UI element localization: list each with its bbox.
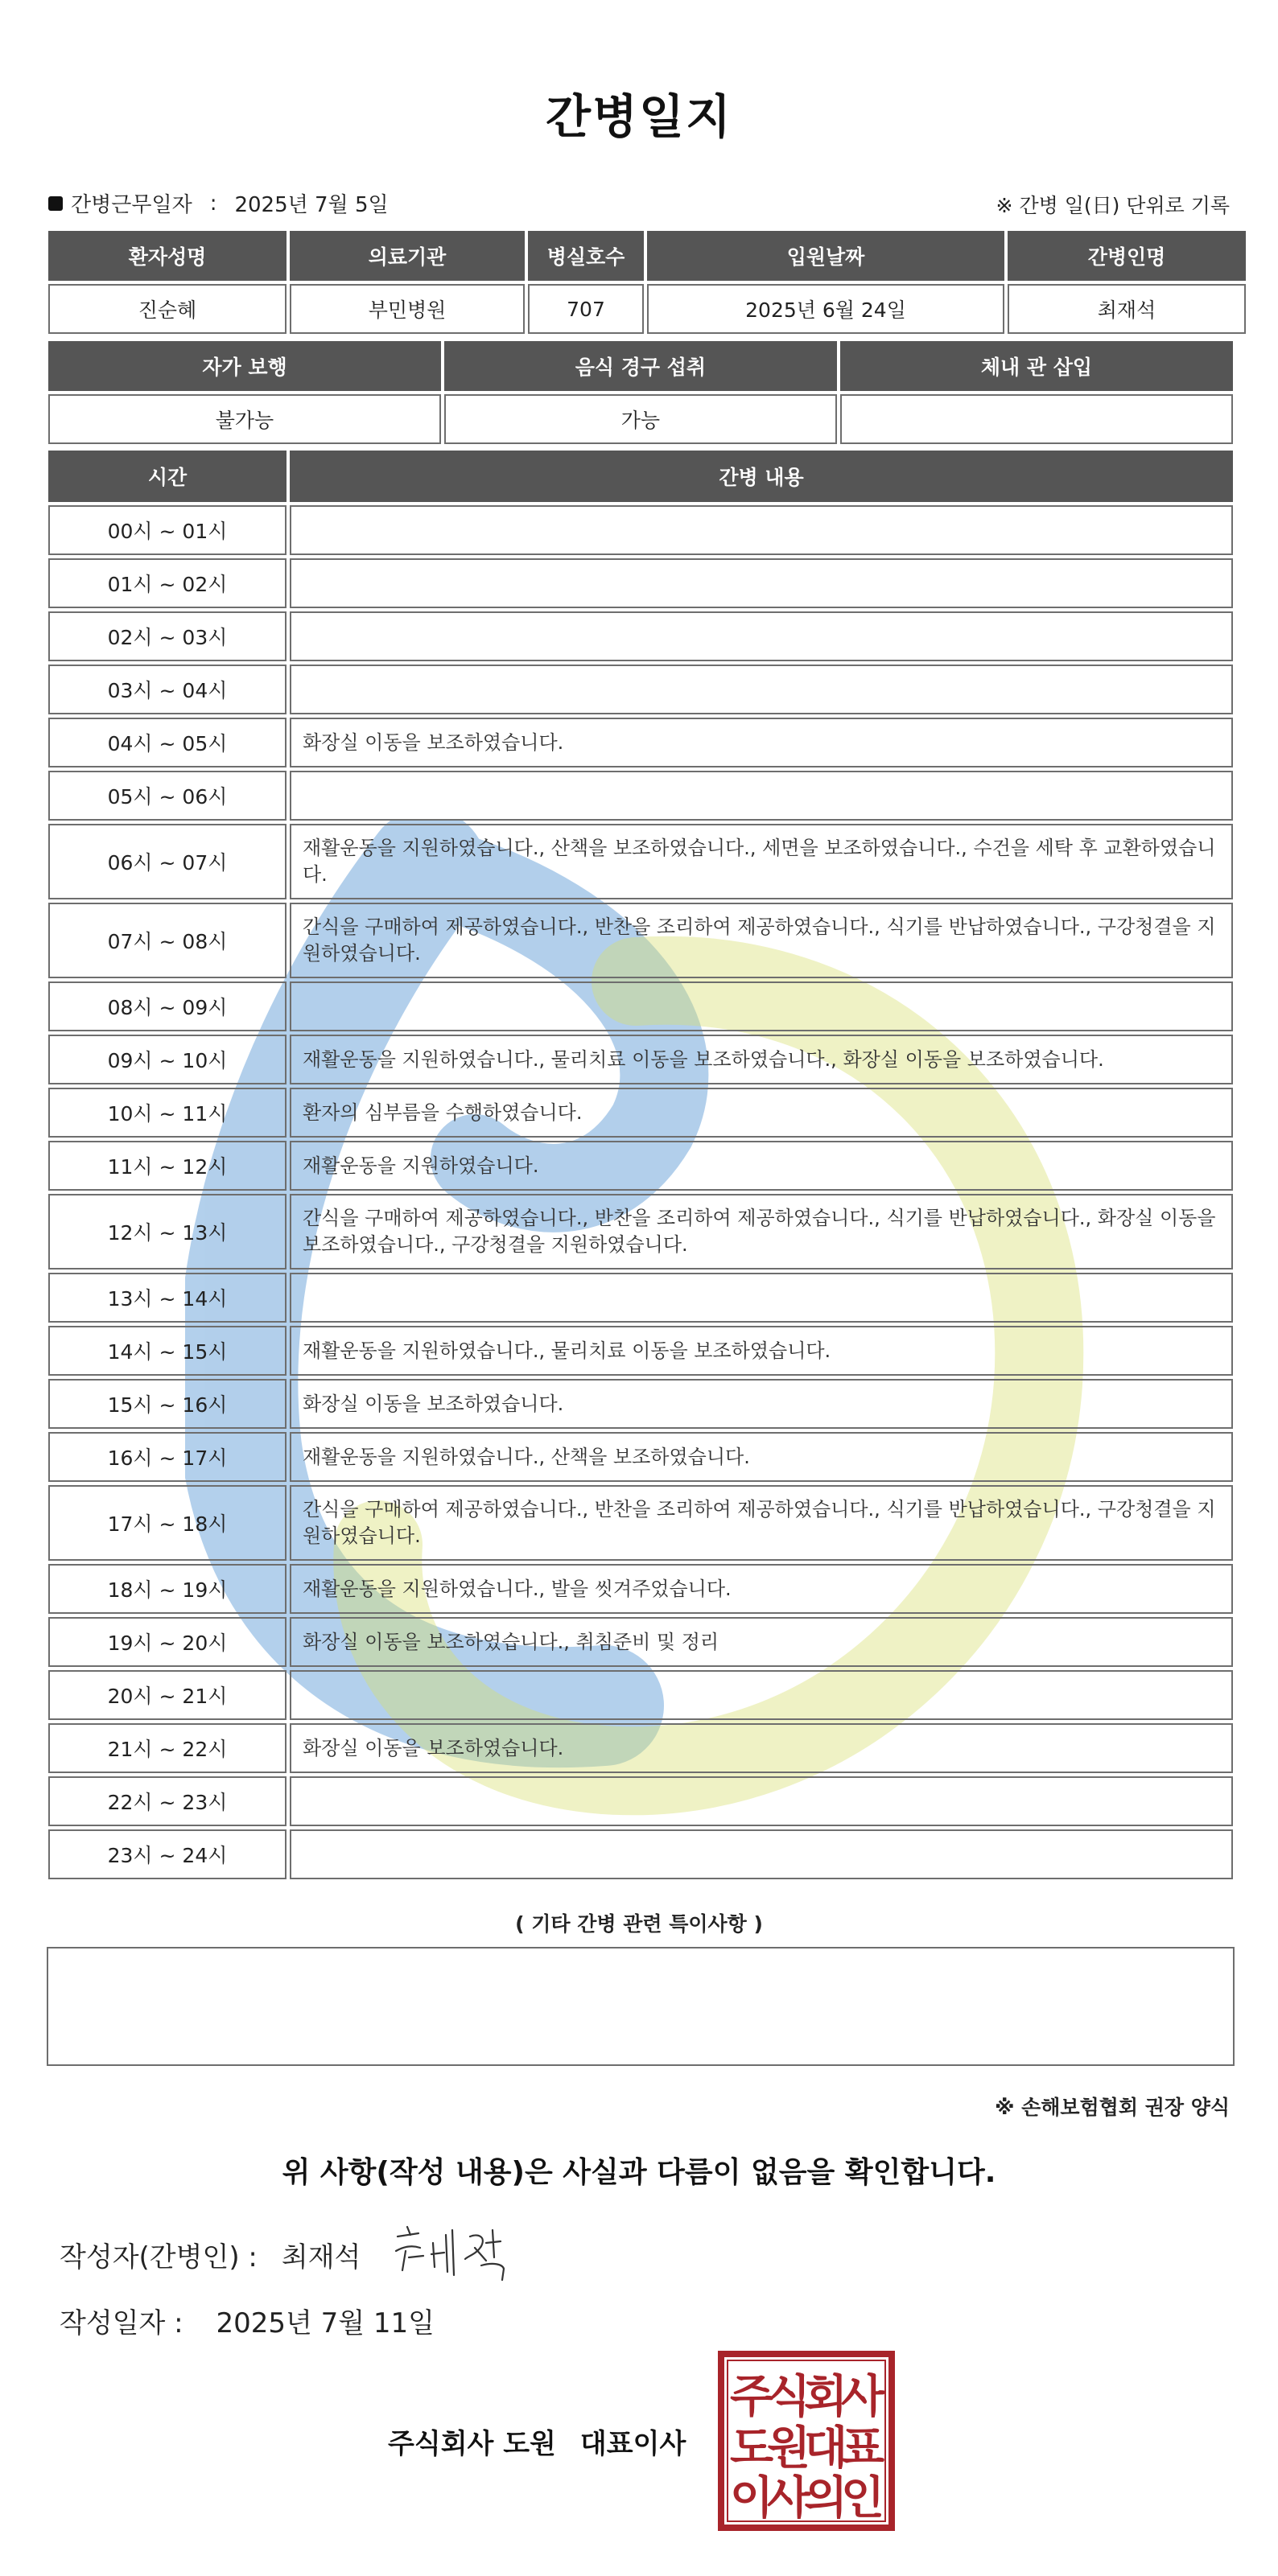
written-date-label: 작성일자 : [60,2307,183,2339]
care-log-row [48,1670,1233,1720]
svg-text:회: 회 [803,2371,848,2423]
header-patient-name: 환자성명 [48,231,287,281]
care-log-row [48,1326,1233,1376]
patient-info-value-row [48,284,1246,334]
value-hospital: 부민병원 [290,284,525,334]
record-unit-note: ※ 간병 일(日) 단위로 기록 [996,194,1230,217]
recommended-form-note: ※ 손해보험협회 권장 양식 [995,2096,1230,2119]
value-tube-insertion [840,394,1233,444]
log-time-cell: 00시 ~ 01시 [48,505,287,555]
header-room-number: 병실호수 [528,231,644,281]
written-date-line [60,2301,435,2340]
value-admission-date: 2025년 6월 24일 [647,284,1004,334]
care-log-row [48,981,1233,1031]
svg-text:원: 원 [766,2422,811,2475]
company-title: 대표이사 [579,2428,686,2460]
log-content-cell [290,558,1233,608]
log-content-cell: 환자의 심부름을 수행하였습니다. [290,1088,1233,1138]
log-content-cell: 재활운동을 지원하였습니다., 물리치료 이동을 보조하였습니다., 화장실 이동을 보조하였습니다. [290,1035,1233,1084]
notes-title: ( 기타 간병 관련 특이사항 ) [515,1912,763,1936]
log-content-cell [290,1776,1233,1826]
log-time-cell: 23시 ~ 24시 [48,1829,287,1879]
svg-text:의: 의 [803,2472,848,2525]
care-log-row [48,1829,1233,1879]
log-content-cell [290,981,1233,1031]
log-time-cell: 17시 ~ 18시 [48,1485,287,1561]
log-content-cell [290,1670,1233,1720]
log-time-cell: 16시 ~ 17시 [48,1432,287,1482]
company-signature-line [388,2422,686,2461]
log-time-cell: 14시 ~ 15시 [48,1326,287,1376]
log-content-cell: 화장실 이동을 보조하였습니다. [290,718,1233,767]
care-log-row [48,1617,1233,1667]
value-patient-name: 진순혜 [48,284,287,334]
care-log-row [48,903,1233,978]
value-caregiver-name: 최재석 [1008,284,1246,334]
notes-box [47,1947,1235,2066]
svg-text:사: 사 [766,2472,811,2525]
log-content-cell: 재활운동을 지원하였습니다., 발을 씻겨주었습니다. [290,1564,1233,1614]
log-time-cell: 15시 ~ 16시 [48,1379,287,1429]
log-time-cell: 02시 ~ 03시 [48,611,287,661]
value-oral-intake: 가능 [444,394,837,444]
care-log-row [48,1194,1233,1269]
written-date-value: 2025년 7월 11일 [216,2307,435,2339]
log-content-cell [290,505,1233,555]
header-time: 시간 [48,451,287,502]
care-log-row [48,505,1233,555]
care-log-row [48,1379,1233,1429]
log-time-cell: 22시 ~ 23시 [48,1776,287,1826]
svg-text:사: 사 [840,2371,885,2423]
log-time-cell: 03시 ~ 04시 [48,665,287,714]
log-time-cell: 01시 ~ 02시 [48,558,287,608]
log-content-cell [290,771,1233,821]
svg-text:표: 표 [840,2422,885,2475]
log-content-cell [290,611,1233,661]
log-time-cell: 19시 ~ 20시 [48,1617,287,1667]
log-content-cell: 화장실 이동을 보조하였습니다. [290,1723,1233,1773]
header-hospital: 의료기관 [290,231,525,281]
work-date [48,188,389,218]
work-date-colon: : [209,191,217,216]
log-time-cell: 18시 ~ 19시 [48,1564,287,1614]
care-log-row [48,1141,1233,1191]
confirmation-statement: 위 사항(작성 내용)은 사실과 다름이 없음을 확인합니다. [282,2156,996,2189]
writer-name: 최재석 [281,2241,361,2274]
handwritten-signature [391,2219,536,2283]
value-self-walking: 불가능 [48,394,441,444]
svg-text:이: 이 [729,2472,774,2525]
page-title: 간병일지 [545,89,733,144]
care-log-table [45,447,1236,1883]
log-time-cell: 05시 ~ 06시 [48,771,287,821]
writer-label: 작성자(간병인) : [60,2241,258,2274]
log-time-cell: 12시 ~ 13시 [48,1194,287,1269]
company-seal-stamp [716,2349,897,2533]
care-log-row [48,1432,1233,1482]
svg-text:주: 주 [729,2371,774,2423]
care-log-row [48,1776,1233,1826]
log-time-cell: 08시 ~ 09시 [48,981,287,1031]
log-time-cell: 09시 ~ 10시 [48,1035,287,1084]
care-log-row [48,1723,1233,1773]
svg-text:도: 도 [729,2422,774,2475]
care-log-row [48,1088,1233,1138]
header-care-content: 간병 내용 [290,451,1233,502]
writer-line [60,2235,361,2274]
care-log-row [48,611,1233,661]
svg-text:인: 인 [840,2472,885,2525]
log-content-cell: 재활운동을 지원하였습니다., 산책을 보조하였습니다. [290,1432,1233,1482]
header-tube-insertion: 체내 관 삽입 [840,341,1233,391]
log-time-cell: 13시 ~ 14시 [48,1273,287,1323]
log-time-cell: 20시 ~ 21시 [48,1670,287,1720]
log-content-cell: 화장실 이동을 보조하였습니다. [290,1379,1233,1429]
care-log-row [48,665,1233,714]
log-content-cell: 재활운동을 지원하였습니다. [290,1141,1233,1191]
svg-text:식: 식 [766,2371,811,2423]
header-admission-date: 입원날짜 [647,231,1004,281]
patient-status-table [45,338,1236,447]
log-content-cell: 화장실 이동을 보조하였습니다., 취침준비 및 정리 [290,1617,1233,1667]
work-date-value: 2025년 7월 5일 [234,193,389,217]
log-content-cell: 간식을 구매하여 제공하였습니다., 반찬을 조리하여 제공하였습니다., 식기를 반납하였습니다., 화장실 이동을 보조하였습니다., 구강청결을 지원하였습니다. [290,1194,1233,1269]
company-name: 주식회사 도원 [388,2428,556,2460]
header-oral-intake: 음식 경구 섭취 [444,341,837,391]
log-time-cell: 11시 ~ 12시 [48,1141,287,1191]
status-value-row [48,394,1233,444]
log-time-cell: 10시 ~ 11시 [48,1088,287,1138]
care-log-row [48,1035,1233,1084]
work-date-label: 간병근무일자 [71,193,192,217]
care-log-row [48,1273,1233,1323]
log-content-cell [290,1273,1233,1323]
header-caregiver-name: 간병인명 [1008,231,1246,281]
log-content-cell [290,665,1233,714]
square-bullet-icon [48,196,63,211]
header-self-walking: 자가 보행 [48,341,441,391]
log-content-cell [290,1829,1233,1879]
log-time-cell: 06시 ~ 07시 [48,824,287,899]
log-time-cell: 04시 ~ 05시 [48,718,287,767]
status-header-row [48,341,1233,391]
log-content-cell: 재활운동을 지원하였습니다., 산책을 보조하였습니다., 세면을 보조하였습니다., 수건을 세탁 후 교환하였습니다. [290,824,1233,899]
log-content-cell: 재활운동을 지원하였습니다., 물리치료 이동을 보조하였습니다. [290,1326,1233,1376]
care-log-row [48,824,1233,899]
care-log-row [48,771,1233,821]
care-log-row [48,1485,1233,1561]
care-log-row [48,718,1233,767]
log-content-cell: 간식을 구매하여 제공하였습니다., 반찬을 조리하여 제공하였습니다., 식기를 반납하였습니다., 구강청결을 지원하였습니다. [290,1485,1233,1561]
patient-info-table [45,228,1249,337]
care-log-row [48,558,1233,608]
patient-info-header-row [48,231,1246,281]
care-log-header-row [48,451,1233,502]
log-time-cell: 21시 ~ 22시 [48,1723,287,1773]
log-time-cell: 07시 ~ 08시 [48,903,287,978]
care-log-row [48,1564,1233,1614]
log-content-cell: 간식을 구매하여 제공하였습니다., 반찬을 조리하여 제공하였습니다., 식기를 반납하였습니다., 구강청결을 지원하였습니다. [290,903,1233,978]
svg-text:대: 대 [803,2422,848,2475]
care-log-body [48,505,1233,1879]
value-room-number: 707 [528,284,644,334]
